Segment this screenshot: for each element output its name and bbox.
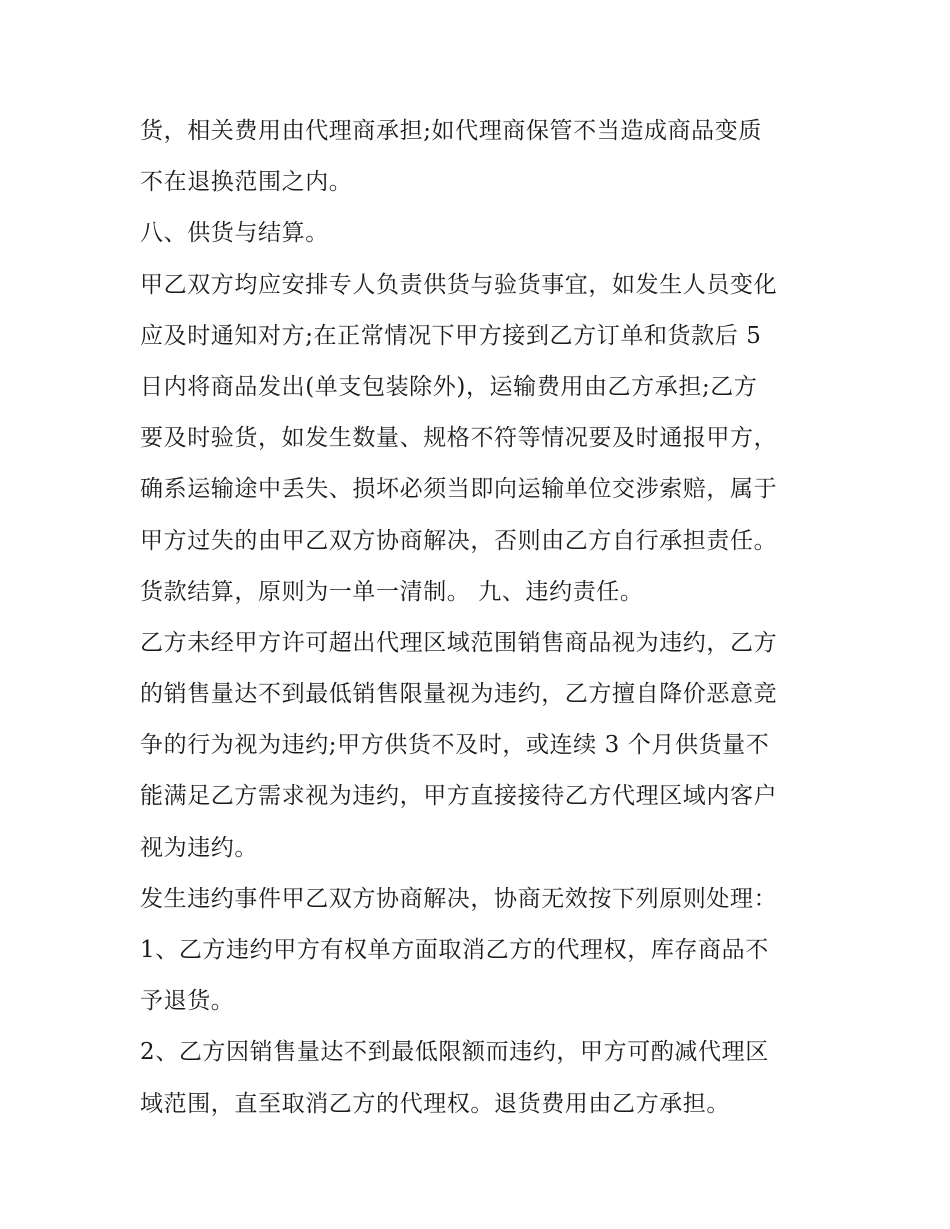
text-line: 不在退换范围之内。 [140,169,353,196]
text-line: 能满足乙方需求视为违约，甲方直接接待乙方代理区域内客户 [140,783,778,810]
text-line: 确系运输途中丢失、损坏必须当即向运输单位交涉索赔，属于 [140,476,778,503]
text-line: 发生违约事件甲乙双方协商解决，协商无效按下列原则处理： [140,885,778,912]
text-line: 要及时验货，如发生数量、规格不符等情况要及时通报甲方， [140,425,778,452]
list-item: 1、乙方违约甲方有权单方面取消乙方的代理权，库存商品不 [140,937,769,963]
text-line: 应及时通知对方;在正常情况下甲方接到乙方订单和货款后 5 [140,322,762,349]
text-line: 甲方过失的由甲乙双方协商解决，否则由乙方自行承担责任。 [140,527,778,554]
list-item-continuation: 予退货。 [140,988,235,1015]
list-item-continuation: 域范围，直至取消乙方的代理权。退货费用由乙方承担。 [140,1090,730,1117]
text-line: 甲乙双方均应安排专人负责供货与验货事宜，如发生人员变化 [140,271,778,298]
text-line: 的销售量达不到最低销售限量视为违约，乙方擅自降价恶意竞 [140,681,778,708]
document-body [140,106,820,1130]
text-line: 货款结算，原则为一单一清制。 九、违约责任。 [140,578,644,605]
section-heading: 八、供货与结算。 [140,220,329,247]
text-line: 货，相关费用由代理商承担;如代理商保管不当造成商品变质 [140,118,762,144]
text-line: 日内将商品发出(单支包装除外)，运输费用由乙方承担;乙方 [140,373,758,400]
text-line: 视为违约。 [140,834,258,861]
text-line: 乙方未经甲方许可超出代理区域范围销售商品视为违约，乙方 [140,629,778,656]
list-item: 2、乙方因销售量达不到最低限额而违约，甲方可酌减代理区 [140,1039,769,1066]
text-line: 争的行为视为违约;甲方供货不及时，或连续 3 个月供货量不 [140,732,770,759]
